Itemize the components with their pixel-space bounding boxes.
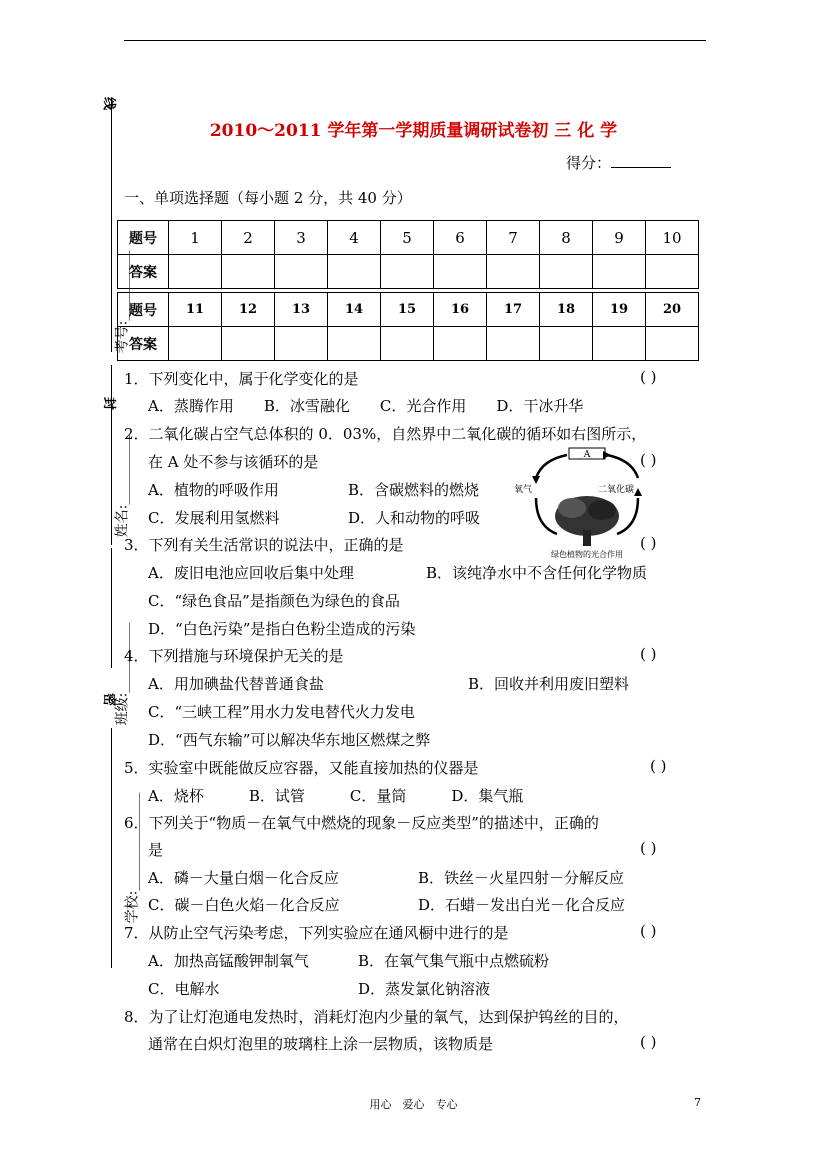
- answer-table-2: [117, 292, 699, 361]
- page-number: 7: [694, 1096, 701, 1109]
- answer-cell[interactable]: [487, 327, 540, 361]
- table-cell: 15: [381, 293, 434, 327]
- answer-paren: ( ): [640, 645, 657, 663]
- answer-paren: ( ): [640, 839, 657, 857]
- answer-cell[interactable]: [275, 255, 328, 289]
- option-c: C．碳－白色火焰－化合反应: [148, 896, 340, 914]
- table-cell: 4: [328, 221, 381, 255]
- answer-paren: ( ): [650, 757, 667, 775]
- answer-paren: ( ): [640, 368, 657, 386]
- answer-paren: ( ): [640, 922, 657, 940]
- answer-paren: ( ): [640, 534, 657, 552]
- header-rule: [124, 40, 706, 41]
- table-header-cell: 答案: [118, 327, 169, 361]
- figure-caption: 绿色植物的光合作用: [551, 550, 623, 559]
- table-cell: 17: [487, 293, 540, 327]
- table-cell: 19: [593, 293, 646, 327]
- table-cell: 7: [487, 221, 540, 255]
- question-1-stem: 1．下列变化中，属于化学变化的是: [124, 370, 359, 388]
- question-2-stem: 2．二氧化碳占空气总体积的 0．03%，自然界中二氧化碳的循环如右图所示，: [124, 425, 647, 443]
- option-a: A．废旧电池应回收后集中处理: [148, 564, 354, 582]
- option-c: C．“绿色食品”是指颜色为绿色的食品: [148, 592, 400, 610]
- tree-canopy-shade: [558, 498, 586, 518]
- answer-cell[interactable]: [487, 255, 540, 289]
- question-5-stem: 5．实验室中既能做反应容器，又能直接加热的仪器是: [124, 759, 479, 777]
- figure-label-oxygen: 氧气: [514, 485, 533, 495]
- section-heading: 一、单项选择题（每小题 2 分，共 40 分）: [124, 189, 412, 207]
- cycle-arrow-left: [536, 455, 567, 478]
- option-b: B．回收并利用废旧塑料: [468, 675, 630, 693]
- question-3-stem: 3．下列有关生活常识的说法中，正确的是: [124, 536, 404, 554]
- answer-cell[interactable]: [222, 255, 275, 289]
- option-c: C．“三峡工程”用水力发电替代火力发电: [148, 703, 415, 721]
- answer-cell[interactable]: [381, 327, 434, 361]
- answer-cell[interactable]: [275, 327, 328, 361]
- tree-trunk: [583, 530, 591, 546]
- arrowhead-right: [603, 451, 611, 459]
- option-a: A．加热高锰酸钾制氧气: [148, 952, 309, 970]
- option-b: B．在氧气集气瓶中点燃硫粉: [358, 952, 550, 970]
- answer-paren: ( ): [640, 451, 657, 469]
- answer-cell[interactable]: [169, 255, 222, 289]
- seal-word-mi: 密: [101, 692, 117, 707]
- answer-cell[interactable]: [381, 255, 434, 289]
- answer-paren: ( ): [640, 1033, 657, 1051]
- table-cell: 13: [275, 293, 328, 327]
- answer-cell[interactable]: [540, 255, 593, 289]
- table-cell: 9: [593, 221, 646, 255]
- table-header-cell: 题号: [118, 221, 169, 255]
- label-xingming: 姓名:__________: [114, 434, 131, 538]
- binding-line-bottom: [111, 728, 112, 968]
- answer-cell[interactable]: [434, 327, 487, 361]
- table-cell: 5: [381, 221, 434, 255]
- answer-table-1: [117, 220, 699, 289]
- table-cell: 18: [540, 293, 593, 327]
- table-cell: 14: [328, 293, 381, 327]
- option-b: B．该纯净水中不含任何化学物质: [426, 564, 648, 582]
- seal-word-feng: 封: [101, 396, 117, 411]
- table-cell: 10: [646, 221, 699, 255]
- label-xuexiao: 学校:______________: [124, 792, 141, 924]
- answer-cell[interactable]: [593, 255, 646, 289]
- option-b: B．铁丝－火星四射－分解反应: [418, 869, 625, 887]
- option-d: D．“西气东输”可以解决华东地区燃煤之弊: [148, 731, 431, 749]
- page-footer: 用心 爱心 专心: [369, 1098, 458, 1111]
- table-cell: 6: [434, 221, 487, 255]
- question-8-stem: 8．为了让灯泡通电发热时，消耗灯泡内少量的氧气，达到保护钨丝的目的，: [124, 1008, 629, 1026]
- question-5-options: A．烧杯 B．试管 C．量筒 D．集气瓶: [148, 787, 524, 805]
- option-d: D．“白色污染”是指白色粉尘造成的污染: [148, 620, 416, 638]
- table-cell: 1: [169, 221, 222, 255]
- table-cell: 16: [434, 293, 487, 327]
- table-header-cell: 题号: [118, 293, 169, 327]
- table-cell: 8: [540, 221, 593, 255]
- answer-cell[interactable]: [169, 327, 222, 361]
- figure-label-co2: 二氧化碳: [598, 485, 635, 495]
- seal-word-xian: 线: [101, 96, 117, 111]
- question-7-stem: 7．从防止空气污染考虑，下列实验应在通风橱中进行的是: [124, 924, 509, 942]
- question-6-stem-cont: 是: [148, 841, 164, 859]
- option-c: C．电解水: [148, 980, 220, 998]
- answer-cell[interactable]: [328, 255, 381, 289]
- cycle-arrow-right: [607, 455, 638, 478]
- table-cell: 20: [646, 293, 699, 327]
- cycle-arrow-lower-right: [617, 498, 638, 534]
- option-b: B．含碳燃料的燃烧: [348, 481, 480, 499]
- question-2-stem-cont: 在 A 处不参与该循环的是: [148, 453, 319, 471]
- option-a: A．植物的呼吸作用: [148, 481, 279, 499]
- table-cell: 2: [222, 221, 275, 255]
- answer-cell[interactable]: [328, 327, 381, 361]
- table-cell: 11: [169, 293, 222, 327]
- option-d: D．蒸发氯化钠溶液: [358, 980, 491, 998]
- score-field: 得分：: [566, 152, 671, 173]
- page-title: 2010～2011 学年第一学期质量调研试卷初 三 化 学: [209, 121, 618, 141]
- answer-cell[interactable]: [222, 327, 275, 361]
- arrowhead-lower-right: [634, 488, 642, 496]
- answer-cell[interactable]: [646, 327, 699, 361]
- option-d: D．石蜡－发出白光－化合反应: [418, 896, 626, 914]
- option-a: A．磷－大量白烟－化合反应: [148, 869, 339, 887]
- table-cell: 3: [275, 221, 328, 255]
- answer-cell[interactable]: [434, 255, 487, 289]
- question-4-stem: 4．下列措施与环境保护无关的是: [124, 647, 344, 665]
- option-a: A．用加碘盐代替普通食盐: [148, 675, 324, 693]
- question-8-stem-cont: 通常在白炽灯泡里的玻璃柱上涂一层物质，该物质是: [148, 1035, 494, 1053]
- label-kaohao: 考号:__________: [114, 250, 131, 354]
- table-cell: 12: [222, 293, 275, 327]
- tree-canopy-dark: [588, 500, 616, 520]
- figure-box-label: A: [583, 450, 591, 460]
- arrowhead-left: [532, 476, 540, 484]
- answer-cell[interactable]: [593, 327, 646, 361]
- cycle-arrow-lower-left: [536, 498, 557, 534]
- answer-cell[interactable]: [646, 255, 699, 289]
- answer-cell[interactable]: [540, 327, 593, 361]
- label-banji: 班级:__________: [114, 622, 131, 726]
- question-1-options: A．蒸腾作用 B．冰雪融化 C．光合作用 D．干冰升华: [148, 397, 584, 415]
- option-d: D．人和动物的呼吸: [348, 509, 481, 527]
- question-6-stem: 6．下列关于“物质－在氧气中燃烧的现象－反应类型”的描述中，正确的: [124, 814, 599, 832]
- option-c: C．发展利用氢燃料: [148, 509, 280, 527]
- table-header-cell: 答案: [118, 255, 169, 289]
